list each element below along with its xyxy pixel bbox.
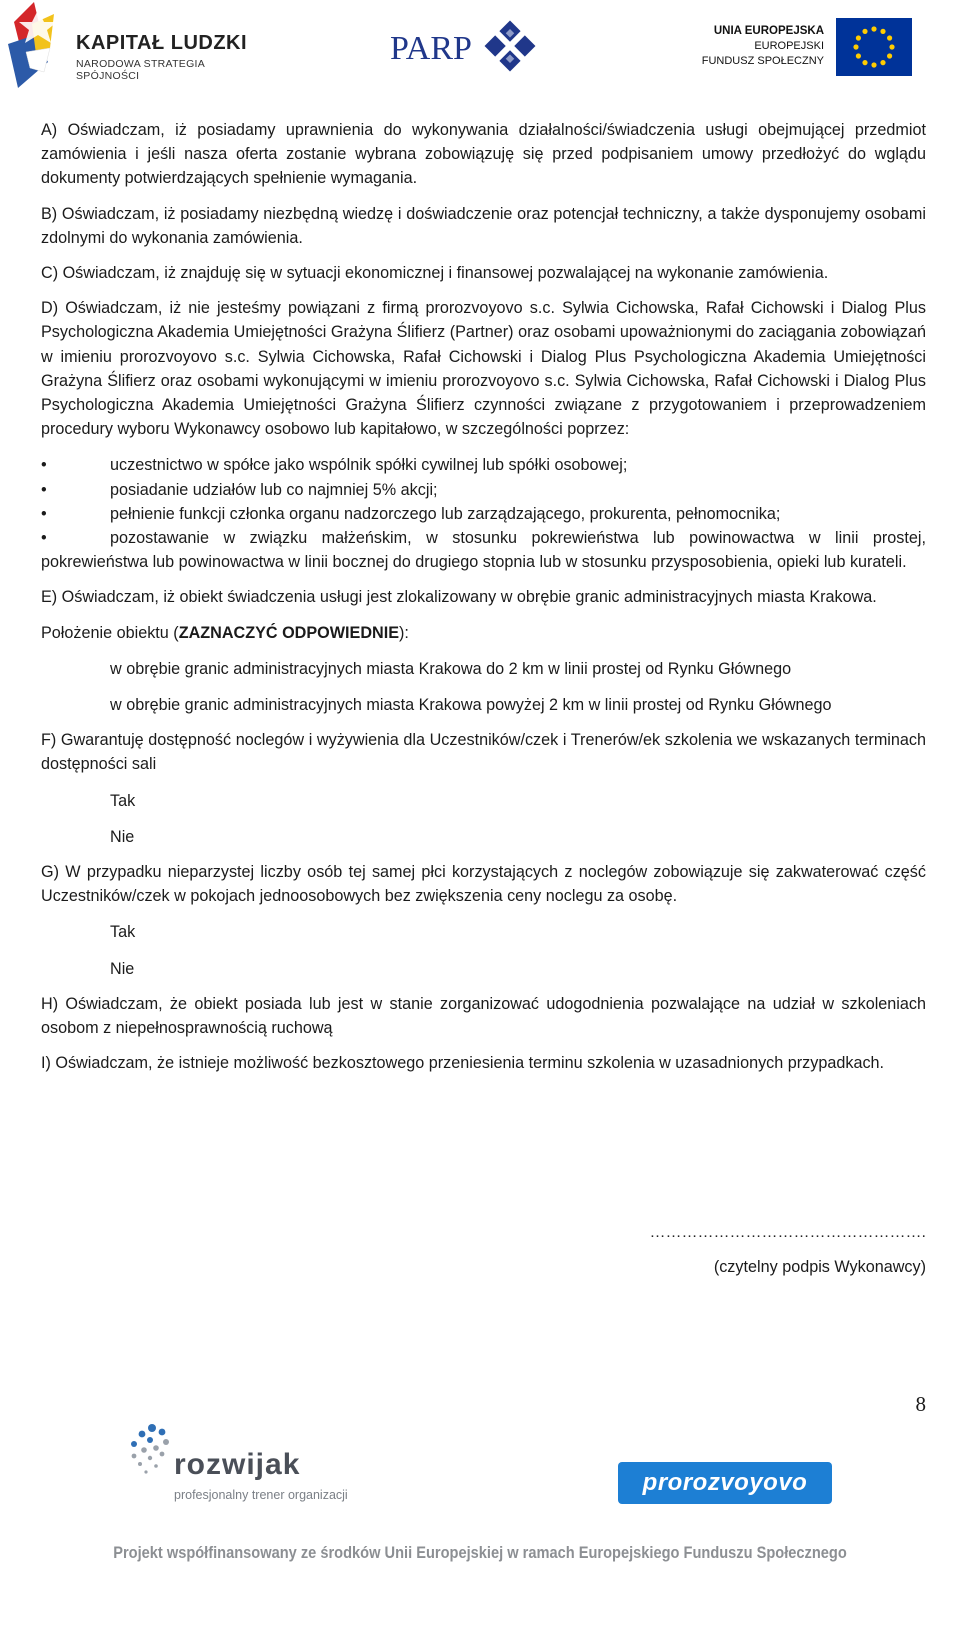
location-option-beyond-2km[interactable]: w obrębie granic administracyjnych miasta Krakowa powyżej 2 km w linii prostej od Rynku Głównego xyxy=(110,696,832,715)
declaration-i: I) Oświadczam, że istnieje możliwość bezkosztowego przeniesienia terminu szkolenia w uzasadnionych przypadkach. xyxy=(41,1054,885,1073)
location-label-emphasis: ZAZNACZYĆ ODPOWIEDNIE xyxy=(178,623,400,642)
relation-list xyxy=(41,453,926,574)
eu-flag-icon xyxy=(836,18,912,76)
prorozvoyovo-logo xyxy=(618,1462,832,1504)
g-option-yes[interactable]: Tak xyxy=(110,923,136,942)
eu-fund-label xyxy=(702,24,824,69)
rozwijak-dots-icon xyxy=(126,1422,178,1478)
location-label: Położenie obiektu (ZAZNACZYĆ ODPOWIEDNIE): xyxy=(41,623,409,642)
declaration-g: G) W przypadku nieparzystej liczby osób tej samej płci korzystających z noclegów zobowiązuje się zakwaterować część Uczestników/czek w pokojach jednoosobowych bez zwiększenia ceny noclegu za osobę. xyxy=(41,863,926,906)
prorozvoyovo-wordmark: prorozvoyovo xyxy=(642,1469,808,1496)
bullet-icon: • xyxy=(41,504,47,523)
parp-wordmark: PARP xyxy=(390,30,472,67)
eu-label-line1: UNIA EUROPEJSKA xyxy=(713,25,824,37)
f-option-no[interactable]: Nie xyxy=(110,827,135,846)
list-item-text: pełnienie funkcji członka organu nadzorczego lub zarządzającego, prokurenta, pełnomocnika; xyxy=(110,504,781,523)
g-option-no[interactable]: Nie xyxy=(110,959,135,978)
list-item xyxy=(41,453,926,477)
rozwijak-wordmark: rozwijak xyxy=(174,1448,301,1481)
declaration-e: E) Oświadczam, iż obiekt świadczenia usługi jest zlokalizowany w obrębie granic administracyjnych miasta Krakowa. xyxy=(41,588,877,607)
kapital-ludzki-emblem-icon xyxy=(4,2,74,90)
declaration-a: A) Oświadczam, iż posiadamy uprawnienia do wykonywania działalności/świadczenia usługi obejmującej przedmiot zamówienia i jeśli nasza oferta zostanie wybrana zobowiązuję się przed podpisaniem umowy przedłożyć do wglądu dokumenty potwierdzających spełnienie wymagania. xyxy=(41,121,926,188)
rozwijak-tagline: profesjonalny trener organizacji xyxy=(174,1488,348,1502)
eu-label-line2: EUROPEJSKI xyxy=(754,40,824,52)
location-option-within-2km[interactable]: w obrębie granic administracyjnych miasta Krakowa do 2 km w linii prostej od Rynku Głównego xyxy=(110,659,792,678)
bullet-icon: • xyxy=(41,456,47,475)
declaration-body xyxy=(41,118,926,1087)
rozwijak-logo xyxy=(126,1418,356,1510)
parp-arrows-icon xyxy=(482,18,538,74)
f-option-yes[interactable]: Tak xyxy=(110,791,136,810)
page-number: 8 xyxy=(915,1392,926,1416)
list-item-text: uczestnictwo w spółce jako wspólnik spółki cywilnej lub spółki osobowej; xyxy=(110,456,628,475)
kapital-ludzki-subtitle: NARODOWA STRATEGIA SPÓJNOŚCI xyxy=(76,58,205,82)
list-item xyxy=(41,478,926,502)
bullet-icon: • xyxy=(41,480,47,499)
kapital-ludzki-logo xyxy=(4,2,254,90)
declaration-d: D) Oświadczam, iż nie jesteśmy powiązani z firmą prorozvoyovo s.c. Sylwia Cichowska, Rafał Cichowski i Dialog Plus Psychologiczna Akademia Umiejętności Grażyna Ślifierz (Partner) oraz osobami upoważnionymi do zaciągania zobowiązań w imieniu prorozvoyovo s.c. Sylwia Cichowska, Rafał Cichowski i Dialog Plus Psychologiczna Akademia Umiejętności Grażyna Ślifierz oraz osobami wykonującymi w imieniu prorozvoyovo s.c. Sylwia Cichowska, Rafał Cichowski i Dialog Plus Psychologiczna Akademia Umiejętności Grażyna Ślifierz czynności związane z przygotowaniem i przeprowadzeniem procedury wyboru Wykonawcy osobowo lub kapitałowo, w szczególności poprzez: xyxy=(41,299,926,439)
list-item-text: pozostawanie w związku małżeńskim, w stosunku pokrewieństwa lub powinowactwa w linii prostej, pokrewieństwa lub powinowactwa w linii bocznej do drugiego stopnia lub w stosunku przysposobienia, opieki lub kurateli. xyxy=(41,529,926,572)
declaration-h: H) Oświadczam, że obiekt posiada lub jest w stanie zorganizować udogodnienia pozwalające na udział w szkoleniach osobom z niepełnosprawnością ruchową xyxy=(41,994,926,1038)
signature-label: (czytelny podpis Wykonawcy) xyxy=(713,1258,926,1276)
signature-line: ……………………………………………. xyxy=(649,1224,926,1241)
declaration-c: C) Oświadczam, iż znajduję się w sytuacji ekonomicznej i finansowej pozwalającej na wykonanie zamówienia. xyxy=(41,264,829,283)
list-item-text: posiadanie udziałów lub co najmniej 5% akcji; xyxy=(110,480,438,499)
parp-logo xyxy=(390,14,550,78)
list-item xyxy=(41,502,926,526)
kapital-ludzki-title: KAPITAŁ LUDZKI xyxy=(76,32,248,54)
cofinancing-note: Projekt współfinansowany ze środków Unii Europejskiej w ramach Europejskiego Funduszu Społecznego xyxy=(113,1543,847,1562)
eu-label-line3: FUNDUSZ SPOŁECZNY xyxy=(701,55,824,67)
declaration-b: B) Oświadczam, iż posiadamy niezbędną wiedzę i doświadczenie oraz potencjał techniczny, a także dysponujemy osobami zdolnymi do wykonania zamówienia. xyxy=(41,204,926,247)
declaration-f: F) Gwarantuję dostępność noclegów i wyżywienia dla Uczestników/czek i Trenerów/ek szkolenia we wskazanych terminach dostępności sali xyxy=(41,731,926,774)
bullet-icon: • xyxy=(41,529,47,548)
list-item xyxy=(41,526,926,574)
